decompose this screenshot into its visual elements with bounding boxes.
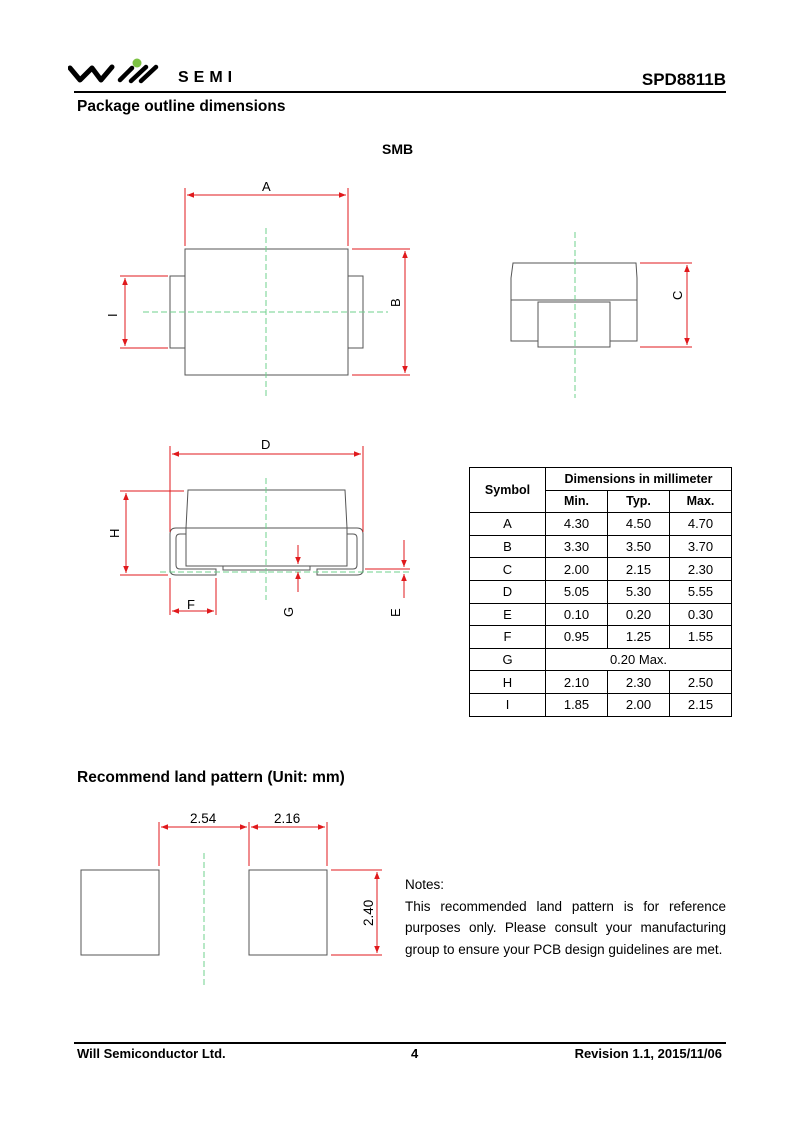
typ-cell: 2.00 xyxy=(608,693,670,716)
top-view xyxy=(105,179,410,398)
package-name: SMB xyxy=(382,141,414,157)
symbol-cell: G xyxy=(470,648,546,671)
symbol-cell: E xyxy=(470,603,546,626)
footer-rule xyxy=(74,1042,726,1044)
table-row xyxy=(470,626,732,649)
min-header: Min. xyxy=(546,490,608,513)
max-cell: 0.30 xyxy=(670,603,732,626)
dim-label-F: F xyxy=(187,597,195,612)
symbol-cell: C xyxy=(470,558,546,581)
max-cell: 2.50 xyxy=(670,671,732,694)
min-cell: 0.10 xyxy=(546,603,608,626)
max-cell: 2.15 xyxy=(670,693,732,716)
min-cell: 3.30 xyxy=(546,535,608,558)
symbol-cell: B xyxy=(470,535,546,558)
max-cell: 2.30 xyxy=(670,558,732,581)
symbol-header: Symbol xyxy=(470,468,546,513)
min-cell: 4.30 xyxy=(546,513,608,536)
part-number: SPD8811B xyxy=(641,70,726,89)
table-row xyxy=(470,693,732,716)
end-view xyxy=(511,232,692,398)
notes-text: This recommended land pattern is for reference purposes only. Please consult your manufacturing group to ensure your PCB design guidelines are met. xyxy=(405,898,726,957)
min-cell: 1.85 xyxy=(546,693,608,716)
land-pad-left xyxy=(81,870,159,955)
symbol-cell: F xyxy=(470,626,546,649)
table-row xyxy=(470,603,732,626)
typ-cell: 4.50 xyxy=(608,513,670,536)
dim-label-I: I xyxy=(105,313,120,317)
side-view xyxy=(107,437,410,617)
max-header: Max. xyxy=(670,490,732,513)
min-cell: 2.10 xyxy=(546,671,608,694)
dim-label-B: B xyxy=(388,298,403,307)
table-row xyxy=(470,535,732,558)
dim-pad-height-label: 2.40 xyxy=(361,899,376,926)
dim-label-A: A xyxy=(262,179,271,194)
min-cell: 0.95 xyxy=(546,626,608,649)
min-cell: 5.05 xyxy=(546,580,608,603)
symbol-cell: A xyxy=(470,513,546,536)
table-row xyxy=(470,648,732,671)
symbol-cell: I xyxy=(470,693,546,716)
dim-label-G: G xyxy=(281,606,296,617)
typ-cell: 2.30 xyxy=(608,671,670,694)
notes-block xyxy=(405,874,726,960)
dim-label-C: C xyxy=(670,290,685,300)
dim-label-D: D xyxy=(261,437,271,452)
table-row xyxy=(470,580,732,603)
max-cell: 1.55 xyxy=(670,626,732,649)
logo-text: SEMI xyxy=(178,69,238,86)
dim-label-H: H xyxy=(107,528,122,538)
footer-revision: Revision 1.1, 2015/11/06 xyxy=(574,1046,722,1061)
table-row xyxy=(470,558,732,581)
symbol-cell: H xyxy=(470,671,546,694)
table-row xyxy=(470,671,732,694)
typ-cell: 1.25 xyxy=(608,626,670,649)
min-cell: 2.00 xyxy=(546,558,608,581)
typ-cell: 3.50 xyxy=(608,535,670,558)
max-cell: 3.70 xyxy=(670,535,732,558)
dimensions-header: Dimensions in millimeter xyxy=(546,468,732,491)
footer-company: Will Semiconductor Ltd. xyxy=(77,1046,226,1061)
package-section-title: Package outline dimensions xyxy=(77,98,286,115)
typ-cell: 0.20 xyxy=(608,603,670,626)
dimension-table xyxy=(469,467,732,717)
max-cell: 5.55 xyxy=(670,580,732,603)
notes-heading: Notes: xyxy=(405,877,445,892)
land-pad-right xyxy=(249,870,327,955)
footer-page-number: 4 xyxy=(411,1046,419,1061)
dim-label-E: E xyxy=(388,608,403,617)
merged-cell: 0.20 Max. xyxy=(546,648,732,671)
symbol-cell: D xyxy=(470,580,546,603)
typ-cell: 2.15 xyxy=(608,558,670,581)
typ-cell: 5.30 xyxy=(608,580,670,603)
dim-gap-label: 2.54 xyxy=(190,811,217,826)
dim-pad-width-label: 2.16 xyxy=(274,811,301,826)
land-pattern-title: Recommend land pattern (Unit: mm) xyxy=(77,769,345,786)
typ-header: Typ. xyxy=(608,490,670,513)
table-row xyxy=(470,513,732,536)
max-cell: 4.70 xyxy=(670,513,732,536)
